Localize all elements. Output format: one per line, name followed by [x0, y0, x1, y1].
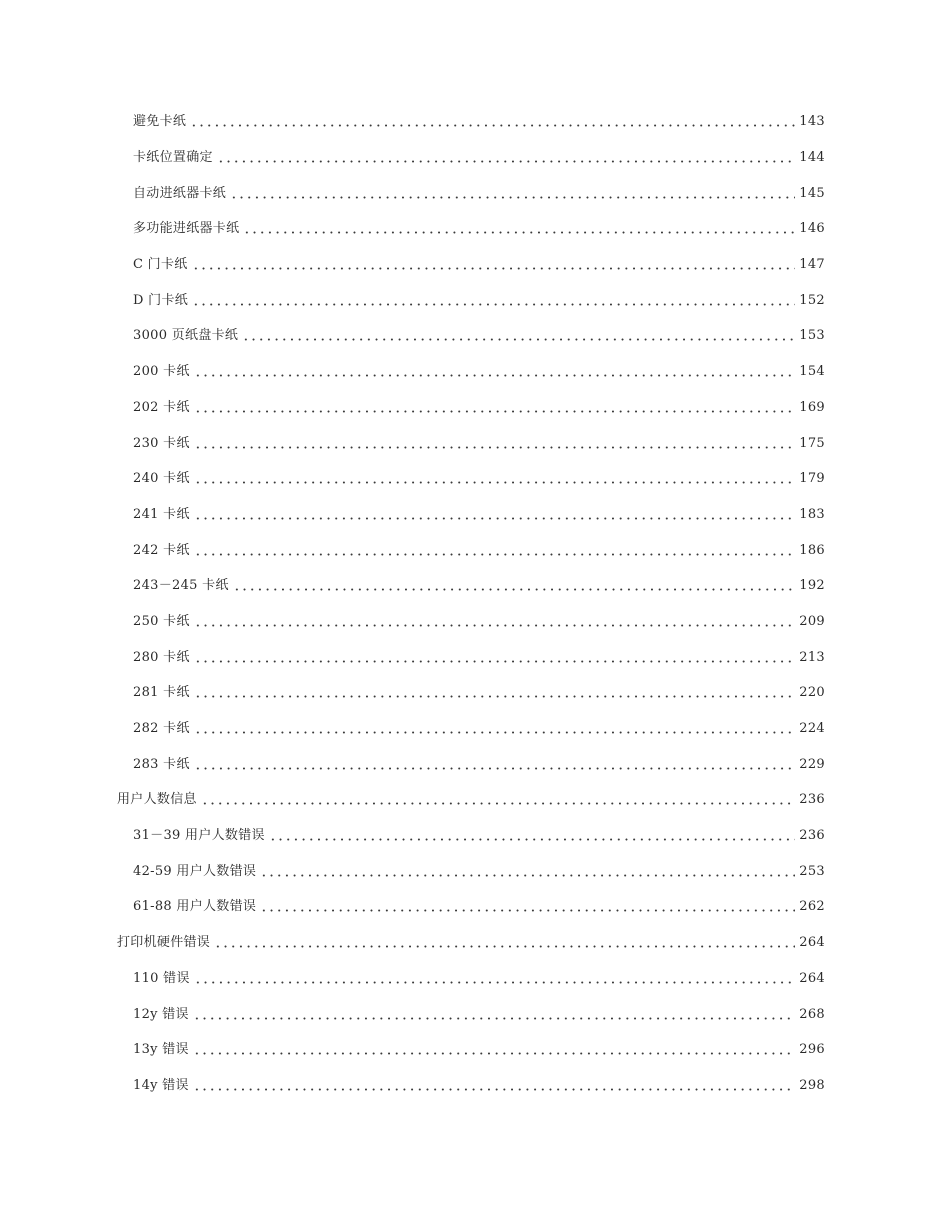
- toc-subsection-entry[interactable]: [0, 1032, 950, 1068]
- toc-dot-leader: [194, 374, 796, 377]
- toc-entry-title: 283 卡纸: [133, 756, 190, 772]
- toc-entry-page-number: 298: [799, 1077, 825, 1093]
- toc-entry-page-number: 183: [799, 506, 825, 522]
- toc-subsection-entry[interactable]: [0, 354, 950, 390]
- toc-entry-page-number: 146: [799, 221, 825, 237]
- toc-entry-title: 多功能进纸器卡纸: [133, 221, 240, 237]
- toc-dot-leader: [269, 838, 795, 841]
- toc-dot-leader: [194, 553, 796, 556]
- toc-dot-leader: [194, 981, 796, 984]
- toc-entry-title: 31－39 用户人数错误: [133, 828, 265, 844]
- toc-subsection-entry[interactable]: [0, 889, 950, 925]
- toc-subsection-entry[interactable]: [0, 961, 950, 997]
- toc-dot-leader: [214, 945, 795, 948]
- toc-subsection-entry[interactable]: [0, 853, 950, 889]
- toc-entry-title: 230 卡纸: [133, 435, 190, 451]
- toc-entry-page-number: 154: [799, 364, 825, 380]
- toc-section-entry[interactable]: [0, 925, 950, 961]
- toc-subsection-entry[interactable]: [0, 140, 950, 176]
- toc-dot-leader: [260, 874, 795, 877]
- toc-subsection-entry[interactable]: [0, 818, 950, 854]
- toc-dot-leader: [194, 410, 796, 413]
- toc-dot-leader: [217, 160, 795, 163]
- toc-entry-page-number: 264: [799, 970, 825, 986]
- toc-entry-page-number: 143: [799, 114, 825, 130]
- toc-dot-leader: [194, 660, 796, 663]
- table-of-contents: [0, 104, 950, 1103]
- toc-entry-page-number: 253: [799, 863, 825, 879]
- toc-entry-page-number: 229: [799, 756, 825, 772]
- toc-entry-title: 110 错误: [133, 970, 190, 986]
- toc-entry-page-number: 236: [799, 828, 825, 844]
- toc-dot-leader: [201, 802, 795, 805]
- toc-entry-page-number: 152: [799, 292, 825, 308]
- toc-entry-title: 200 卡纸: [133, 364, 190, 380]
- toc-subsection-entry[interactable]: [0, 568, 950, 604]
- toc-dot-leader: [243, 231, 795, 234]
- toc-entry-page-number: 169: [799, 399, 825, 415]
- toc-dot-leader: [193, 1088, 795, 1091]
- toc-entry-title: 避免卡纸: [133, 114, 187, 130]
- toc-dot-leader: [192, 267, 796, 270]
- toc-entry-page-number: 192: [799, 578, 825, 594]
- toc-dot-leader: [230, 196, 795, 199]
- toc-entry-page-number: 220: [799, 685, 825, 701]
- toc-entry-page-number: 179: [799, 471, 825, 487]
- toc-subsection-entry[interactable]: [0, 532, 950, 568]
- toc-entry-title: 卡纸位置确定: [133, 150, 213, 166]
- toc-subsection-entry[interactable]: [0, 175, 950, 211]
- toc-entry-title: 281 卡纸: [133, 685, 190, 701]
- toc-entry-title: 202 卡纸: [133, 399, 190, 415]
- toc-entry-title: 243－245 卡纸: [133, 578, 229, 594]
- toc-subsection-entry[interactable]: [0, 104, 950, 140]
- toc-entry-page-number: 213: [799, 649, 825, 665]
- toc-entry-page-number: 264: [799, 935, 825, 951]
- toc-subsection-entry[interactable]: [0, 711, 950, 747]
- toc-entry-title: 打印机硬件错误: [117, 935, 211, 951]
- toc-entry-title: 241 卡纸: [133, 506, 190, 522]
- toc-entry-page-number: 236: [799, 792, 825, 808]
- toc-dot-leader: [194, 517, 796, 520]
- toc-entry-page-number: 145: [799, 185, 825, 201]
- toc-subsection-entry[interactable]: [0, 425, 950, 461]
- toc-entry-page-number: 296: [799, 1042, 825, 1058]
- toc-entry-title: 12y 错误: [133, 1006, 189, 1022]
- toc-dot-leader: [194, 481, 796, 484]
- toc-entry-page-number: 175: [799, 435, 825, 451]
- toc-entry-title: 250 卡纸: [133, 613, 190, 629]
- toc-entry-title: 240 卡纸: [133, 471, 190, 487]
- toc-subsection-entry[interactable]: [0, 247, 950, 283]
- toc-entry-title: 13y 错误: [133, 1042, 189, 1058]
- toc-dot-leader: [194, 624, 796, 627]
- toc-subsection-entry[interactable]: [0, 211, 950, 247]
- toc-entry-title: C 门卡纸: [133, 257, 188, 273]
- toc-entry-title: 自动进纸器卡纸: [133, 185, 227, 201]
- toc-entry-title: 280 卡纸: [133, 649, 190, 665]
- toc-entry-title: 61-88 用户人数错误: [133, 899, 257, 915]
- toc-entry-title: 282 卡纸: [133, 721, 190, 737]
- toc-dot-leader: [260, 909, 795, 912]
- toc-subsection-entry[interactable]: [0, 282, 950, 318]
- toc-subsection-entry[interactable]: [0, 746, 950, 782]
- toc-entry-title: 242 卡纸: [133, 542, 190, 558]
- toc-entry-page-number: 186: [799, 542, 825, 558]
- toc-dot-leader: [193, 1052, 795, 1055]
- toc-dot-leader: [194, 731, 796, 734]
- toc-dot-leader: [194, 695, 796, 698]
- toc-entry-page-number: 147: [799, 257, 825, 273]
- toc-subsection-entry[interactable]: [0, 318, 950, 354]
- toc-entry-title: 14y 错误: [133, 1077, 189, 1093]
- toc-dot-leader: [194, 446, 796, 449]
- toc-subsection-entry[interactable]: [0, 639, 950, 675]
- toc-subsection-entry[interactable]: [0, 996, 950, 1032]
- toc-entry-title: 3000 页纸盘卡纸: [133, 328, 239, 344]
- toc-entry-title: 42-59 用户人数错误: [133, 863, 257, 879]
- toc-entry-page-number: 268: [799, 1006, 825, 1022]
- toc-section-entry[interactable]: [0, 782, 950, 818]
- toc-subsection-entry[interactable]: [0, 1068, 950, 1104]
- toc-subsection-entry[interactable]: [0, 604, 950, 640]
- toc-dot-leader: [193, 1017, 795, 1020]
- toc-entry-page-number: 209: [799, 613, 825, 629]
- toc-subsection-entry[interactable]: [0, 461, 950, 497]
- toc-entry-page-number: 144: [799, 150, 825, 166]
- toc-dot-leader: [192, 303, 795, 306]
- toc-entry-title: D 门卡纸: [133, 292, 189, 308]
- toc-dot-leader: [194, 767, 796, 770]
- toc-entry-title: 用户人数信息: [117, 792, 197, 808]
- toc-entry-page-number: 224: [799, 721, 825, 737]
- toc-dot-leader: [242, 338, 795, 341]
- toc-entry-page-number: 262: [799, 899, 825, 915]
- toc-subsection-entry[interactable]: [0, 675, 950, 711]
- toc-dot-leader: [190, 124, 795, 127]
- toc-subsection-entry[interactable]: [0, 390, 950, 426]
- toc-dot-leader: [233, 588, 796, 591]
- toc-entry-page-number: 153: [799, 328, 825, 344]
- toc-subsection-entry[interactable]: [0, 497, 950, 533]
